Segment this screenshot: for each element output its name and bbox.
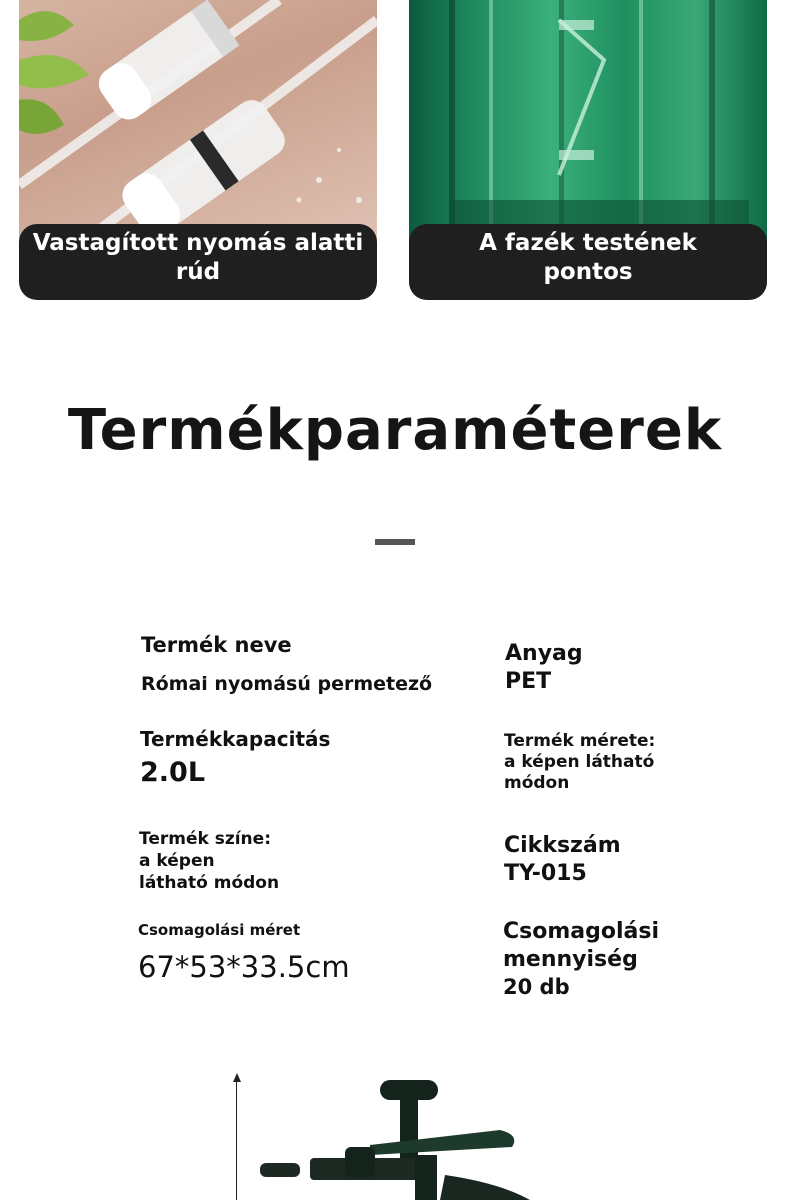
param-package-qty [503,918,659,1001]
param-label: Csomagolási méret [138,921,301,939]
param-label: Termék mérete: [504,731,656,751]
feature-card-pot-body [409,0,767,300]
param-value: 2.0L [140,757,206,788]
param-value: 67*53*33.5cm [138,950,350,984]
param-value: a képen látható [504,752,655,772]
param-label: Cikkszám [504,833,621,858]
param-capacity [140,725,330,791]
caption-line: rúd [175,259,221,285]
caption-line: Vastagított nyomás alatti [32,230,364,256]
pot-body-image [409,0,767,230]
param-value: a képen [139,851,215,871]
param-value: TY-015 [504,861,587,886]
sprayer-illustration [250,1075,550,1200]
section-title: Termékparaméterek [67,398,723,463]
dimension-line [236,1080,237,1200]
feature-caption [409,224,767,300]
param-label: Termék színe: [139,829,271,849]
feature-card-pressure-rod [19,0,377,300]
param-label: Termékkapacitás [140,727,331,751]
param-size [504,731,655,794]
arrow-up-icon [233,1073,241,1082]
param-label: mennyiség [503,947,638,972]
pressure-rod-image [19,0,377,230]
param-product-name [141,631,432,697]
caption-line: pontos [543,259,633,285]
feature-caption [19,224,377,300]
caption-line: A fazék testének [479,230,697,256]
param-item-number [504,832,621,888]
title-divider [375,539,415,545]
param-value: Római nyomású permetező [141,673,433,695]
param-value: 20 db [503,975,570,999]
param-value: módon [504,773,570,793]
param-label: Termék neve [141,633,292,657]
param-package-size [138,920,350,986]
param-label: Csomagolási [503,919,660,944]
param-color [139,828,279,894]
param-value: PET [505,669,552,694]
param-material [505,640,583,696]
param-value: látható módon [139,873,280,893]
param-label: Anyag [505,641,583,666]
